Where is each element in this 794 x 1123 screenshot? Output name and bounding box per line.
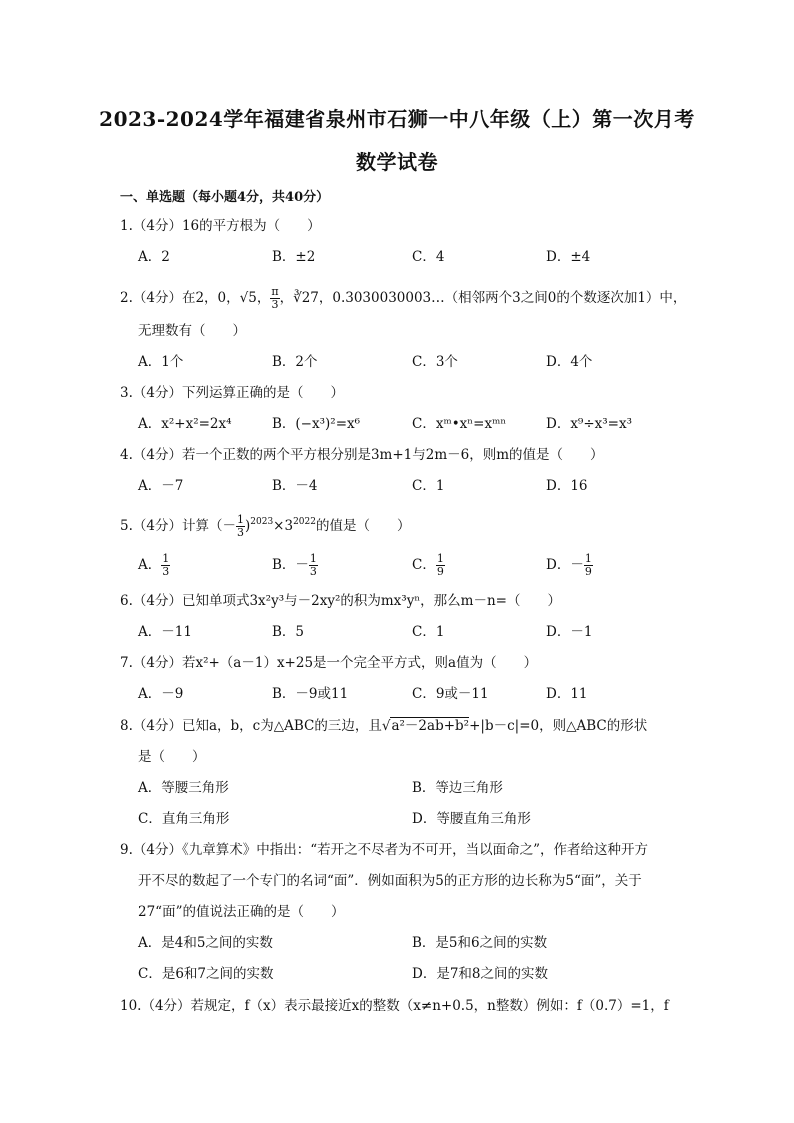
question-6-option-b: B．5 (272, 624, 305, 640)
fraction-numerator: 1 (162, 552, 170, 565)
question-2-stem-lead: 2.（4分）在2，0， (120, 290, 240, 306)
fraction-numerator: 1 (309, 552, 317, 565)
question-8-option-c: C．直角三角形 (138, 811, 230, 827)
question-7-option-a: A．－9 (138, 686, 184, 702)
question-7-option-b: B．－9或11 (272, 686, 349, 702)
fraction-denominator: 9 (436, 565, 444, 578)
fraction-numerator: 1 (436, 552, 444, 565)
question-6-stem: 6.（4分）已知单项式3x²y³与－2xy²的积为mx³yⁿ，那么m－n=（ ） (120, 593, 561, 609)
pi-numerator: π (271, 285, 279, 298)
question-2-option-d: D．4个 (546, 354, 593, 370)
question-9-stem-line2: 开不尽的数起了一个专门的名词“面”．例如面积为5的正方形的边长称为5“面”，关于 (138, 873, 642, 889)
question-4-option-a: A．－7 (138, 478, 184, 494)
question-9-option-a: A．是4和5之间的实数 (138, 935, 273, 951)
fraction-denominator: 3 (236, 526, 244, 539)
question-2-stem: 2.（4分）在2，0，√5， $\frac{\pi}{3}$ ，∛27，0.3030030003…（相邻两个3之间0的个数逐次加1）中， (120, 285, 687, 311)
question-5-option-b (272, 553, 318, 578)
one-third-fraction (236, 514, 245, 539)
pi-denominator: 3 (271, 298, 279, 311)
question-1-option-a: A．2 (138, 249, 170, 265)
question-3-stem: 3.（4分）下列运算正确的是（ ） (120, 385, 344, 401)
question-5-option-d (546, 553, 593, 578)
fraction-numerator: 1 (584, 552, 592, 565)
question-5-stem: 5.（4分）计算（－ $\frac{1}{3}$ )$^{2023}\times 3^{2022}$的值是（ ） (120, 513, 411, 539)
question-1-option-c: C．4 (412, 249, 445, 265)
fraction-numerator: 1 (236, 513, 244, 526)
fraction-denominator: 3 (162, 565, 170, 578)
question-4-option-b: B．－4 (272, 478, 318, 494)
question-6-option-d: D．－1 (546, 624, 593, 640)
fraction-denominator: 9 (584, 565, 592, 578)
question-8-option-d: D．等腰直角三角形 (412, 811, 531, 827)
option-label: B． (272, 557, 296, 573)
question-8-stem-tail: +|b－c|=0，则△ABC的形状 (469, 718, 648, 734)
section-heading: 一、单选题（每小题4分，共40分） (120, 190, 330, 205)
option-label: D． (546, 557, 571, 573)
question-1-option-d: D．±4 (546, 249, 591, 265)
question-5-stem-lead: 5.（4分）计算（－ (120, 518, 236, 534)
question-7-stem: 7.（4分）若x²+（a－1）x+25是一个完全平方式，则a值为（ ） (120, 655, 538, 671)
question-4-option-d: D．16 (546, 478, 588, 494)
question-1-stem: 1.（4分）16的平方根为（ ） (120, 218, 321, 234)
exam-title-line2: 数学试卷 (356, 150, 438, 174)
question-2-option-c: C．3个 (412, 354, 458, 370)
exam-title-line1: 2023-2024学年福建省泉州市石狮一中八年级（上）第一次月考 (99, 107, 695, 131)
question-2-stem-tail: ，0.3030030003…（相邻两个3之间0的个数逐次加1）中， (318, 290, 687, 306)
question-8-option-b: B．等边三角形 (412, 780, 503, 796)
option-label: A． (138, 557, 162, 573)
exponent-2022: 2022 (293, 517, 316, 527)
question-5-stem-tail: 的值是（ ） (315, 518, 411, 534)
question-4-stem: 4.（4分）若一个正数的两个平方根分别是3m+1与2m－6，则m的值是（ ） (120, 447, 604, 463)
option-fraction (309, 553, 318, 578)
fraction-denominator: 3 (309, 565, 317, 578)
question-5-option-c (412, 553, 445, 578)
option-label: C． (412, 557, 436, 573)
question-2-option-b: B．2个 (272, 354, 318, 370)
question-7-option-d: D．11 (546, 686, 588, 702)
pi-over-3-fraction (270, 286, 279, 311)
question-1-option-b: B．±2 (272, 249, 316, 265)
option-sign: － (570, 557, 584, 573)
question-3-option-d: D．x⁹÷x³=x³ (546, 416, 633, 432)
option-fraction (161, 553, 170, 578)
question-2-stem-line2: 无理数有（ ） (138, 323, 246, 339)
question-8-option-a: A．等腰三角形 (138, 780, 229, 796)
exponent-2023: 2023 (250, 517, 274, 527)
question-9-option-c: C．是6和7之间的实数 (138, 966, 274, 982)
cube-root-27-expression: ∛27 (293, 290, 319, 306)
option-sign: － (295, 557, 309, 573)
question-5-option-a (138, 553, 170, 578)
question-6-option-c: C．1 (412, 624, 445, 640)
question-3-option-c: C．xᵐ•xⁿ=xᵐⁿ (412, 416, 507, 432)
question-9-stem-line1: 9.（4分）《九章算术》中指出：“若开之不尽者为不可开，当以面命之”，作者给这种开方 (120, 842, 649, 858)
question-10-stem: 10.（4分）若规定，f（x）表示最接近x的整数（x≠n+0.5，n整数）例如：f（0.7）=1，f (120, 998, 669, 1014)
question-3-option-b: B．(−x³)²=x⁶ (272, 416, 361, 432)
question-9-option-b: B．是5和6之间的实数 (412, 935, 548, 951)
question-3-option-a: A．x²+x²=2x⁴ (138, 416, 232, 432)
question-9-option-d: D．是7和8之间的实数 (412, 966, 549, 982)
question-8-stem: 8.（4分）已知a，b，c为△ABC的三边，且√a²－2ab+b²+|b－c|=0，则△ABC的形状 (120, 718, 648, 734)
question-9-stem-line3: 27“面”的值说法正确的是（ ） (138, 904, 345, 920)
option-fraction (584, 553, 593, 578)
radicand-expression: a²－2ab+b² (391, 718, 470, 734)
question-4-option-c: C．1 (412, 478, 445, 494)
question-5-stem-mid: ×3 (273, 518, 294, 534)
option-fraction (436, 553, 445, 578)
question-8-stem-line2: 是（ ） (138, 749, 206, 765)
question-8-stem-lead: 8.（4分）已知a，b，c为△ABC的三边，且 (120, 718, 382, 734)
sqrt5-expression: √5 (239, 290, 257, 306)
question-2-option-a: A．1个 (138, 354, 184, 370)
question-6-option-a: A．－11 (138, 624, 192, 640)
question-7-option-c: C．9或－11 (412, 686, 489, 702)
